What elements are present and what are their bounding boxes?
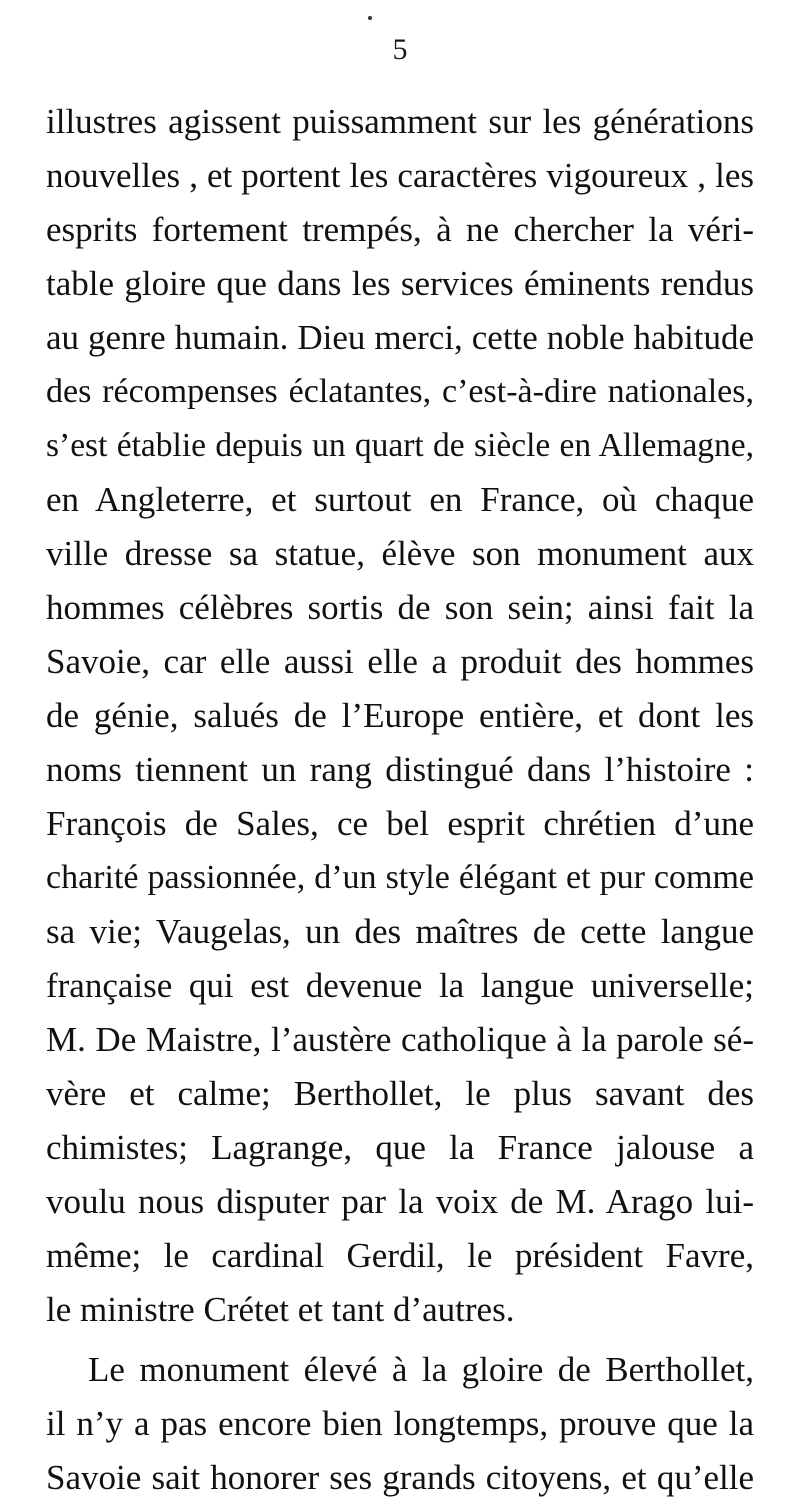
text-line: le ministre Crétet et tant d’autres. xyxy=(46,1290,515,1329)
text-line: il n’y a pas encore bien longtemps, prouve que la xyxy=(46,1404,754,1443)
text-line: Le monument élevé à la gloire de Berthollet, xyxy=(88,1350,754,1389)
text-line: noms tiennent un rang distingué dans l’histoire : xyxy=(46,750,754,789)
body-text xyxy=(46,95,754,1505)
text-line: vère et calme; Berthollet, le plus savant des xyxy=(46,1074,754,1113)
page-number: 5 xyxy=(392,33,408,66)
paragraph-1 xyxy=(46,95,754,1337)
text-line: table gloire que dans les services éminents rendus xyxy=(46,264,754,303)
paragraph-2 xyxy=(46,1343,754,1505)
text-line: de génie, salués de l’Europe entière, et dont les xyxy=(46,696,754,735)
text-line: illustres agissent puissamment sur les générations xyxy=(46,102,754,141)
text-line: M. De Maistre, l’austère catholique à la parole sé- xyxy=(46,1020,754,1059)
text-line: au genre humain. Dieu merci, cette noble habitude xyxy=(46,318,754,357)
text-line: sa vie; Vaugelas, un des maîtres de cette langue xyxy=(46,912,754,951)
text-line: nouvelles , et portent les caractères vigoureux , les xyxy=(46,156,754,195)
text-line: Savoie, car elle aussi elle a produit des hommes xyxy=(46,642,754,681)
text-line: s’est établie depuis un quart de siècle en Allemagne, xyxy=(46,427,754,464)
text-line: esprits fortement trempés, à ne chercher la véri- xyxy=(46,210,754,249)
text-line: charité passionnée, d’un style élégant et pur comme xyxy=(46,859,754,896)
text-line: ville dresse sa statue, élève son monument aux xyxy=(46,534,754,573)
text-line: voulu nous disputer par la voix de M. Arago lui- xyxy=(46,1182,754,1221)
text-line: en Angleterre, et surtout en France, où chaque xyxy=(46,480,754,519)
text-line: François de Sales, ce bel esprit chrétien d’une xyxy=(46,804,754,843)
print-speck xyxy=(368,16,372,20)
text-line: Savoie sait honorer ses grands citoyens, et qu’elle xyxy=(46,1458,754,1497)
text-line: française qui est devenue la langue universelle; xyxy=(46,966,754,1005)
text-line: hommes célèbres sortis de son sein; ainsi fait la xyxy=(46,588,754,627)
text-line: même; le cardinal Gerdil, le président Favre, xyxy=(46,1236,754,1275)
text-line: des récompenses éclatantes, c’est-à-dire nationales, xyxy=(46,373,754,410)
text-line: chimistes; Lagrange, que la France jalouse a xyxy=(46,1128,754,1167)
